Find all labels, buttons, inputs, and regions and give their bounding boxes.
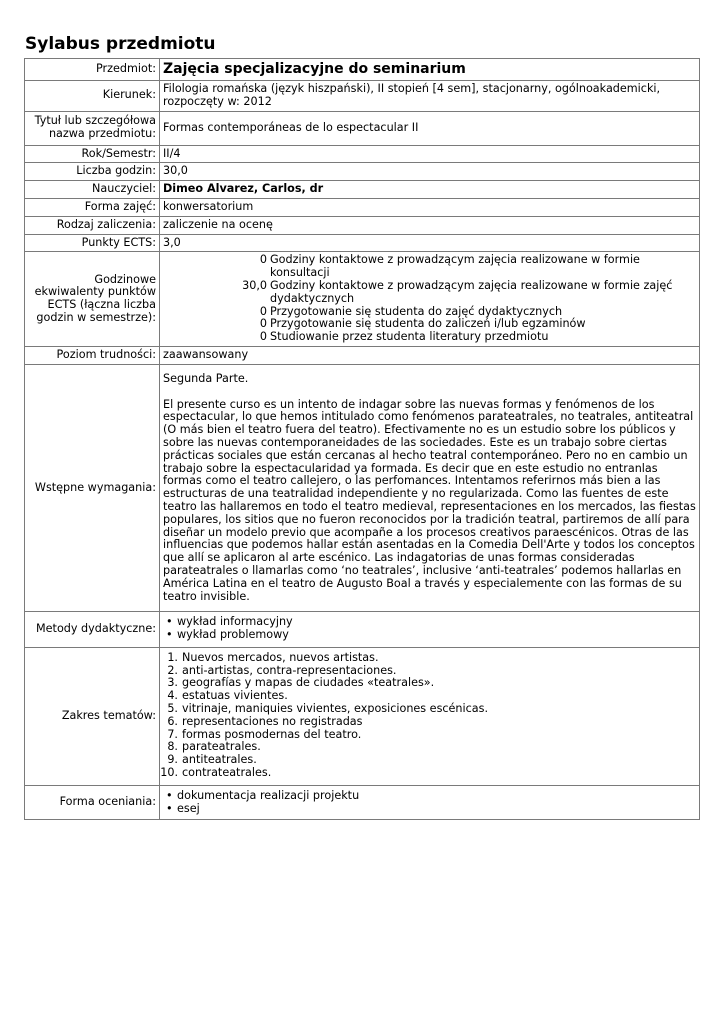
hours-text: Studiowanie przez studenta literatury przedmiotu — [270, 330, 549, 344]
list-item: • dokumentacja realizacji projektu — [163, 790, 696, 803]
hours-item — [163, 254, 696, 280]
label-tytul: Tytuł lub szczegółowa nazwa przedmiotu: — [25, 111, 160, 145]
label-rok: Rok/Semestr: — [25, 145, 160, 163]
row-liczba — [25, 163, 700, 181]
hours-value: 0 — [259, 253, 267, 267]
label-przedmiot: Przedmiot: — [25, 59, 160, 81]
hours-text: Przygotowanie się studenta do zajęć dydaktycznych — [270, 304, 563, 318]
label-liczba: Liczba godzin: — [25, 163, 160, 181]
hours-value: 0 — [259, 317, 267, 331]
hours-item — [163, 280, 696, 306]
value-godzinowe — [160, 252, 700, 347]
hours-item — [163, 331, 696, 344]
list-item: 2. anti-artistas, contra-representaciones. — [167, 663, 397, 677]
methods-list — [163, 616, 696, 642]
list-item: 7. formas posmodernas del teatro. — [167, 727, 362, 741]
list-item: 4. estatuas vivientes. — [167, 689, 288, 703]
page-title: Sylabus przedmiotu — [25, 34, 216, 54]
list-item: 9. antiteatrales. — [167, 753, 257, 767]
value-punkty: 3,0 — [160, 234, 700, 252]
hours-value: 30,0 — [242, 278, 267, 292]
row-tytul — [25, 111, 700, 145]
row-godzinowe — [25, 252, 700, 347]
value-zakres — [160, 647, 700, 785]
hours-text: Godziny kontaktowe z prowadzącym zajęcia realizowane w formie zajęć dydaktycznych — [270, 278, 673, 305]
value-wstepne — [160, 364, 700, 612]
list-item: 6. representaciones no registradas — [167, 714, 363, 728]
label-kierunek: Kierunek: — [25, 81, 160, 112]
value-nauczyciel: Dimeo Alvarez, Carlos, dr — [160, 181, 700, 199]
hours-value: 0 — [259, 330, 267, 344]
value-liczba: 30,0 — [160, 163, 700, 181]
label-metody: Metody dydaktyczne: — [25, 612, 160, 648]
topics-list — [160, 652, 696, 780]
row-ocenianie — [25, 785, 700, 820]
syllabus-table — [24, 58, 700, 820]
label-forma: Forma zajęć: — [25, 198, 160, 216]
list-item: 10. contrateatrales. — [160, 766, 272, 780]
list-item: 3. geografías y mapas de ciudades «teatrales». — [167, 676, 435, 690]
label-poziom: Poziom trudności: — [25, 346, 160, 364]
grading-list — [163, 790, 696, 816]
hours-value: 0 — [259, 304, 267, 318]
label-punkty: Punkty ECTS: — [25, 234, 160, 252]
list-item: 8. parateatrales. — [167, 740, 261, 754]
value-metody — [160, 612, 700, 648]
value-ocenianie — [160, 785, 700, 820]
list-item: • wykład problemowy — [163, 629, 696, 642]
label-rodzaj: Rodzaj zaliczenia: — [25, 216, 160, 234]
label-zakres: Zakres tematów: — [25, 647, 160, 785]
label-ocenianie: Forma oceniania: — [25, 785, 160, 820]
row-rok — [25, 145, 700, 163]
row-nauczyciel — [25, 181, 700, 199]
row-przedmiot — [25, 59, 700, 81]
value-forma: konwersatorium — [160, 198, 700, 216]
hours-text: Godziny kontaktowe z prowadzącym zajęcia realizowane w formie konsultacji — [270, 253, 640, 280]
list-item: 1. Nuevos mercados, nuevos artistas. — [167, 650, 379, 664]
label-godzinowe: Godzinowe ekwiwalenty punktów ECTS (łączna liczba godzin w semestrze): — [25, 252, 160, 347]
row-poziom — [25, 346, 700, 364]
hours-text: Przygotowanie się studenta do zaliczeń i/lub egzaminów — [270, 317, 586, 331]
list-item: • wykład informacyjny — [163, 616, 696, 629]
row-metody — [25, 612, 700, 648]
requirements-paragraph: El presente curso es un intento de indagar sobre las nuevas formas y fenómenos de los espectacular, lo que hemos intitulado como fenómenos parateatrales, no teatrales, antiteatral (O más bien el teatro fuera del teatro). Efectivamente no es un estudio sobre los públicos y sobre las nuevas contemporaneidades de las sociedades. Este es un trabajo sobre ciertas prácticas sociales que están cercanas al hecho teatral contemporáneo. Pero no en cambio un trabajo sobre la espectacularidad ya formada. Es decir que en este estudio no entranlas formas como el teatro callejero, o las perfomances. Intentamos referirnos más bien a las estructuras de una teatralidad independiente y no regularizada. Como las fuentes de este teatro las hallaremos en todo el teatro medieval, representaciones en los mercados, las fiestas populares, los sitios que no fueron reconocidos por la tradición teatral, partiremos de allí para diseñar un modelo previo que acompañe a los procesos creativos paraescénicos. Otras de las influencias que podemos hallar están asentadas en la Comedia Dell'Arte y todos los conceptos que allí se aplicaron al arte escénico. Las indagatorias de unas formas consideradas parateatrales o llamarlas como ‘no teatrales’, inclusive ‘anti-teatrales’ podemos hallarlas en América Latina en el teatro de Augusto Boal a través y especialemente con las formas de su teatro invisible. — [163, 397, 696, 603]
requirements-paragraph: Segunda Parte. — [163, 371, 249, 385]
value-rodzaj: zaliczenie na ocenę — [160, 216, 700, 234]
row-punkty — [25, 234, 700, 252]
value-rok: II/4 — [160, 145, 700, 163]
row-rodzaj — [25, 216, 700, 234]
label-nauczyciel: Nauczyciel: — [25, 181, 160, 199]
value-przedmiot: Zajęcia specjalizacyjne do seminarium — [160, 59, 700, 81]
value-poziom: zaawansowany — [160, 346, 700, 364]
list-item: • esej — [163, 803, 696, 816]
row-forma — [25, 198, 700, 216]
row-wstepne — [25, 364, 700, 612]
label-wstepne: Wstępne wymagania: — [25, 364, 160, 612]
row-zakres — [25, 647, 700, 785]
row-kierunek — [25, 81, 700, 112]
value-kierunek: Filologia romańska (język hiszpański), II stopień [4 sem], stacjonarny, ogólnoakademicki, rozpoczęty w: 2012 — [160, 81, 700, 112]
value-tytul: Formas contemporáneas de lo espectacular II — [160, 111, 700, 145]
list-item: 5. vitrinaje, maniquies vivientes, exposiciones escénicas. — [167, 702, 489, 716]
